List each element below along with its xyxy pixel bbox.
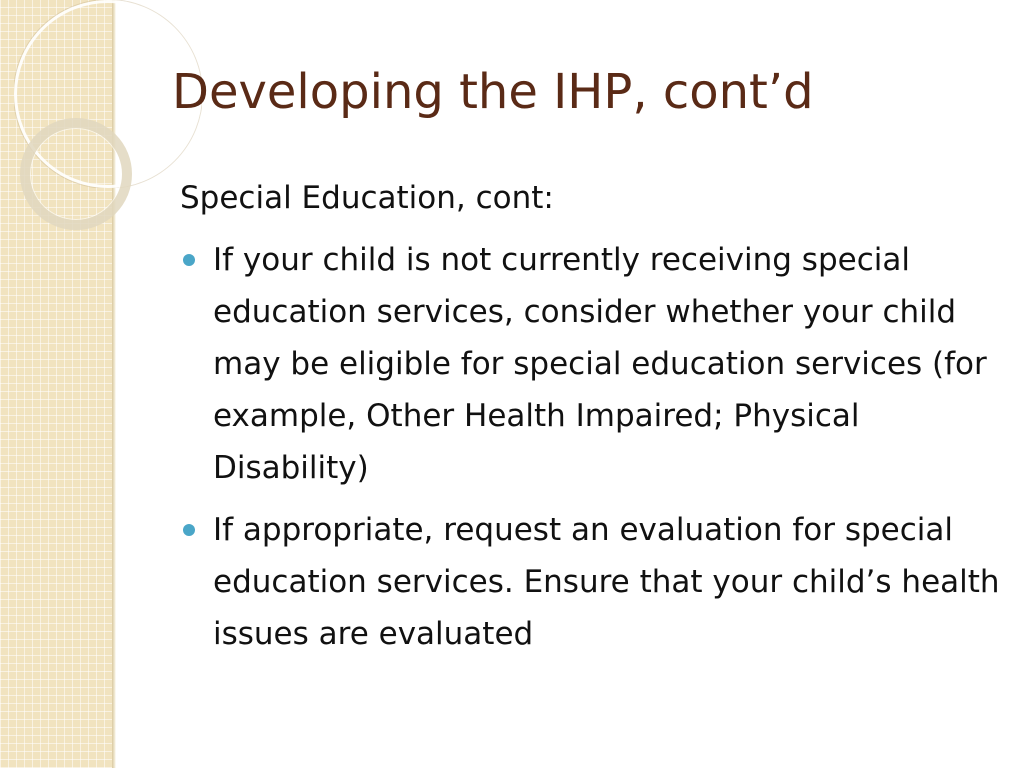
bullet-dot-icon xyxy=(183,254,195,266)
bullet-item xyxy=(180,504,1000,660)
bullet-item xyxy=(180,234,1000,494)
bullet-text: If appropriate, request an evaluation for special education services. Ensure that your child’s health issues are evaluated xyxy=(213,512,1000,652)
slide-body xyxy=(180,174,1000,670)
subheading: Special Education, cont: xyxy=(180,180,554,216)
decorative-ring-small xyxy=(20,118,132,230)
bullet-text: If your child is not currently receiving special education services, consider whether your child may be eligible for special education services (for example, Other Health Impaired; Physical Disability) xyxy=(213,242,987,486)
bullet-list xyxy=(180,234,1000,660)
bullet-dot-icon xyxy=(183,524,195,536)
slide-title: Developing the IHP, cont’d xyxy=(172,64,814,120)
